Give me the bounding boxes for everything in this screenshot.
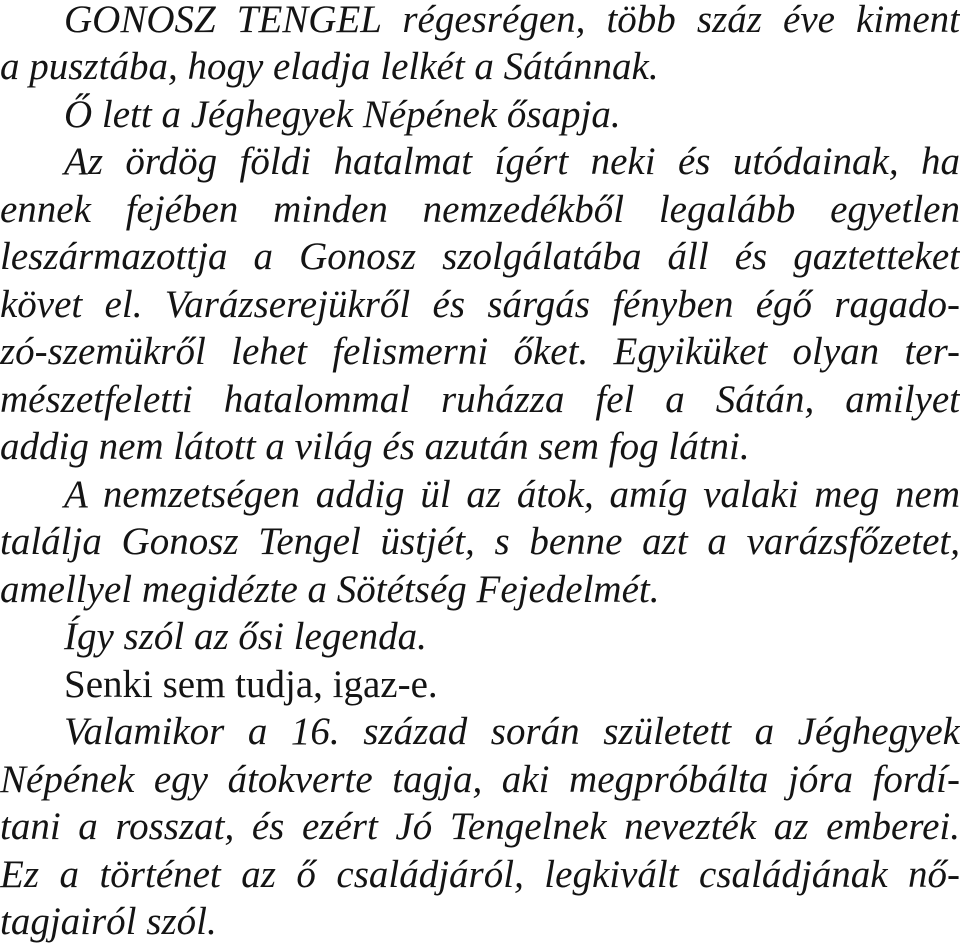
text-line: GONOSZ TENGEL régesrégen, több száz éve kiment — [64, 0, 960, 41]
text-line: Az ördög földi hatalmat ígért neki és utódainak, ha — [64, 140, 960, 183]
text-line: Népének egy átokverte tagja, aki megpróbálta jóra fordí- — [0, 758, 960, 801]
text-line: Valamikor a 16. század során született a Jéghegyek — [64, 710, 960, 753]
text-line: találja Gonosz Tengel üstjét, s benne azt a varázsfőzetet, — [0, 520, 960, 563]
text-line: a pusztába, hogy eladja lelkét a Sátánnak. — [0, 45, 659, 88]
text-line: leszármazottja a Gonosz szolgálatába áll és gaztetteket — [0, 235, 960, 278]
text-line: ennek fejében minden nemzedékből legalább egyetlen — [0, 188, 960, 231]
text-line: Ő lett a Jéghegyek Népének ősapja. — [64, 93, 621, 136]
text-line: amellyel megidézte a Sötétség Fejedelmét. — [0, 568, 660, 611]
text-line: tagjairól szól. — [0, 900, 217, 943]
text-line: Senki sem tudja, igaz-e. — [64, 663, 438, 706]
text-line: addig nem látott a világ és azután sem fog látni. — [0, 425, 750, 468]
text-line: mészetfeletti hatalommal ruházza fel a Sátán, amilyet — [0, 378, 960, 421]
text-line: követ el. Varázserejükről és sárgás fényben égő ragado- — [0, 283, 960, 326]
text-line: tani a rosszat, és ezért Jó Tengelnek nevezték az emberei. — [0, 805, 960, 848]
text-line: Ez a történet az ő családjáról, legkivált családjának nő- — [0, 853, 960, 896]
text-line: zó-szemükről lehet felismerni őket. Egyiküket olyan ter- — [0, 330, 960, 373]
text-line: A nemzetségen addig ül az átok, amíg valaki meg nem — [64, 473, 960, 516]
text-line: Így szól az ősi legenda. — [64, 615, 427, 658]
